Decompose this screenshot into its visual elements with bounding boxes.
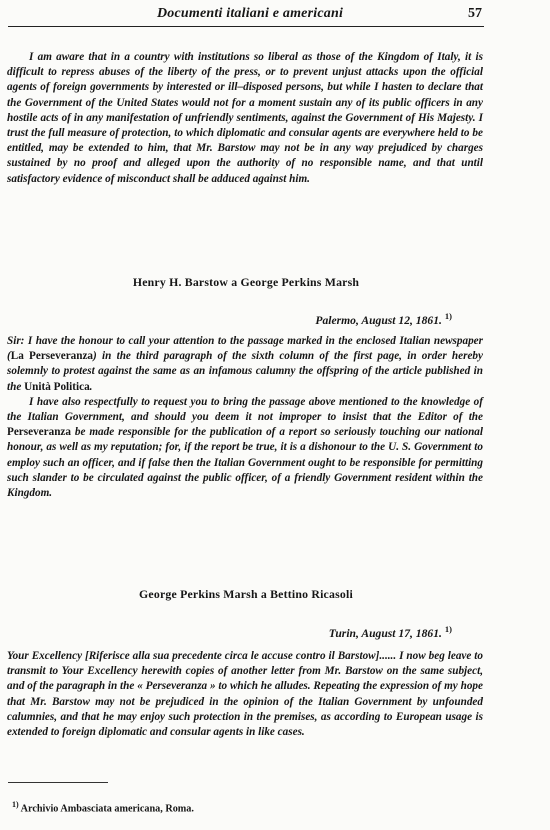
text-run: Sir: I have the honour to call your attention to the passage marked in the enclosed Italian newspaper ( [7, 335, 483, 363]
paragraph-text: Your Excellency [Riferisce alla sua precedente circa le accuse contro il Barstow]...... I now beg leave to transmit to Your Excellency herewith copies of another letter from Mr. Barstow on the same subject, and of the paragraph in the « Perseveranza » to which he alludes. Repeating the expression of my hope that Mr. Barstow may not be prejudiced in the opinion of the Italian Government by unfounded calumnies, and that he may enjoy such protection in the premises, as according to European usage is extended to foreign diplomatic and consular agents in like cases. [7, 650, 483, 739]
footnote [12, 800, 194, 814]
text-run: I have also respectfully to request you to bring the passage above mentioned to the knowledge of the Italian Government, and should you deem it not improper to insist that the Editor of the [7, 395, 483, 424]
letter-body-marsh [7, 649, 483, 740]
paragraph-text: I am aware that in a country with institutions so liberal as those of the Kingdom of Italy, it is difficult to repress abuses of the liberty of the press, or to prevent unjust attacks upon the official agents of foreign governments by interested or ill–disposed persons, but while I hasten to declare that the Government of the United States would not for a moment sustain any of its public officers in any hostile acts of in any manifestation of unfriendly sentiments, against the Government of His Majesty. I trust the full measure of protection, to which diplomatic and consular agents are everywhere held to be entitled, may be extended to him, that Mr. Barstow may not be in any way prejudiced by charges sustained by no proof and alleged upon the authority of no responsible name, and that until satisfactory evidence of misconduct shall be adduced against him. [7, 51, 483, 185]
page-number: 57 [468, 6, 482, 21]
letter-heading-marsh-ricasoli: George Perkins Marsh a Bettino Ricasoli [139, 587, 353, 601]
dateline-date: August 12, 1861. [361, 313, 442, 327]
dateline-place: Turin, [328, 626, 359, 640]
letter-heading-barstow-marsh: Henry H. Barstow a George Perkins Marsh [132, 275, 360, 289]
dateline-place: Palermo, [315, 313, 359, 327]
dateline-palermo [315, 311, 452, 327]
text-run: be made responsible for the publication of a report so seriously touching our national honour, as well as my reputation; for, if the report be true, it is a dishonour to the U. S. Government to employ such an officer, and if false then the Italian Government ought to be responsible for permitting such slander to be circulated against the public officer, of a friendly Government resident within the Kingdom. [7, 426, 483, 500]
newspaper-name: Unità Politica [24, 380, 90, 393]
newspaper-name: La Perseveranza [10, 350, 94, 363]
dateline-date: August 17, 1861. [361, 626, 442, 640]
footnote-text: Archivio Ambasciata americana, Roma. [20, 803, 194, 815]
paragraph-text [7, 395, 483, 501]
paragraph-text [7, 334, 483, 395]
dateline-turin [329, 624, 452, 640]
header-rule [8, 26, 484, 27]
footnote-ref: 1) [444, 311, 452, 321]
letter-body-barstow [7, 334, 483, 501]
continuation-paragraph [7, 50, 483, 187]
text-run: ) in the third paragraph of the sixth column of the first page, in order hereby solemnly to protest against the same as an infamous calumny the offspring of the article published in the [7, 350, 483, 393]
text-run: . [89, 380, 93, 393]
footnote-rule [8, 782, 108, 783]
footnote-ref: 1) [444, 624, 452, 634]
newspaper-name: Perseveranza [7, 426, 71, 439]
footnote-marker: 1) [12, 800, 19, 809]
running-header: Documenti italiani e americani [156, 6, 344, 21]
